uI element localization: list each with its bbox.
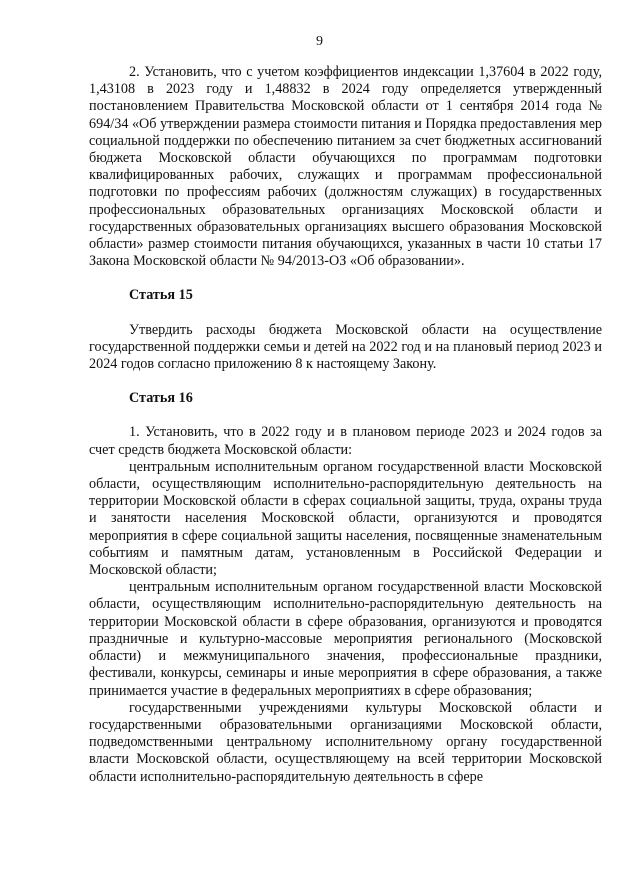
article-16-title: Статья 16	[129, 390, 193, 407]
spacer	[89, 373, 602, 390]
article-16-paragraph-4: государственными учреждениями культуры Московской области и государственными образовательными организациями Московской области, подведомственными центральному исполнительному органу государственной власти Московской области, осуществляющему на всей территории Московской области исполнительно-распорядительную деятельность в сфере	[89, 699, 602, 785]
paragraph-indexation: 2. Установить, что с учетом коэффициентов индексации 1,37604 в 2022 году, 1,43108 в 2023 году и 1,48832 в 2024 году определяется утвержденный постановлением Правительства Московской области от 1 сентября 2014 года № 694/34 «Об утверждении размера стоимости питания и Порядка предоставления мер социальной поддержки по обеспечению питанием за счет бюджетных ассигнований бюджета Московской области обучающихся по программам подготовки квалифицированных рабочих, служащих и программам профессиональной подготовки по профессиям рабочих (должностям служащих) в государственных профессиональных образовательных организациях Московской области и государственных образовательных организациях высшего образования Московской области» размер стоимости питания обучающихся, указанных в части 10 статьи 17 Закона Московской области № 94/2013-ОЗ «Об образовании».	[89, 64, 602, 270]
article-15-paragraph: Утвердить расходы бюджета Московской области на осуществление государственной поддержки семьи и детей на 2022 год и на плановый период 2023 и 2024 годов согласно приложению 8 к настоящему Закону.	[89, 321, 602, 373]
article-16-paragraph-2: центральным исполнительным органом государственной власти Московской области, осуществляющим исполнительно-распорядительную деятельность на территории Московской области в сферах социальной защиты, труда, охраны труда и занятости населения Московской области, организуются и проводятся мероприятия в сфере социальной защиты населения, посвященные знаменательным событиям и памятным датам, установленным в Российской Федерации и Московской области;	[89, 458, 602, 579]
spacer	[89, 305, 602, 322]
spacer	[89, 270, 602, 287]
article-15-title: Статья 15	[129, 287, 193, 304]
page-number: 9	[316, 34, 323, 49]
article-16-paragraph-3: центральным исполнительным органом государственной власти Московской области, осуществляющим исполнительно-распорядительную деятельность на территории Московской области в сфере образования, организуются и проводятся праздничные и культурно-массовые мероприятия регионального (Московской области) и межмуниципального значения, профессиональные праздники, фестивали, конкурсы, семинары и иные мероприятия в сфере образования, а также принимается участие в федеральных мероприятиях в сфере образования;	[89, 579, 602, 699]
spacer	[89, 407, 602, 424]
document-body	[89, 64, 602, 786]
article-16-paragraph-1: 1. Установить, что в 2022 году и в плановом периоде 2023 и 2024 годов за счет средств бюджета Московской области:	[89, 424, 602, 458]
